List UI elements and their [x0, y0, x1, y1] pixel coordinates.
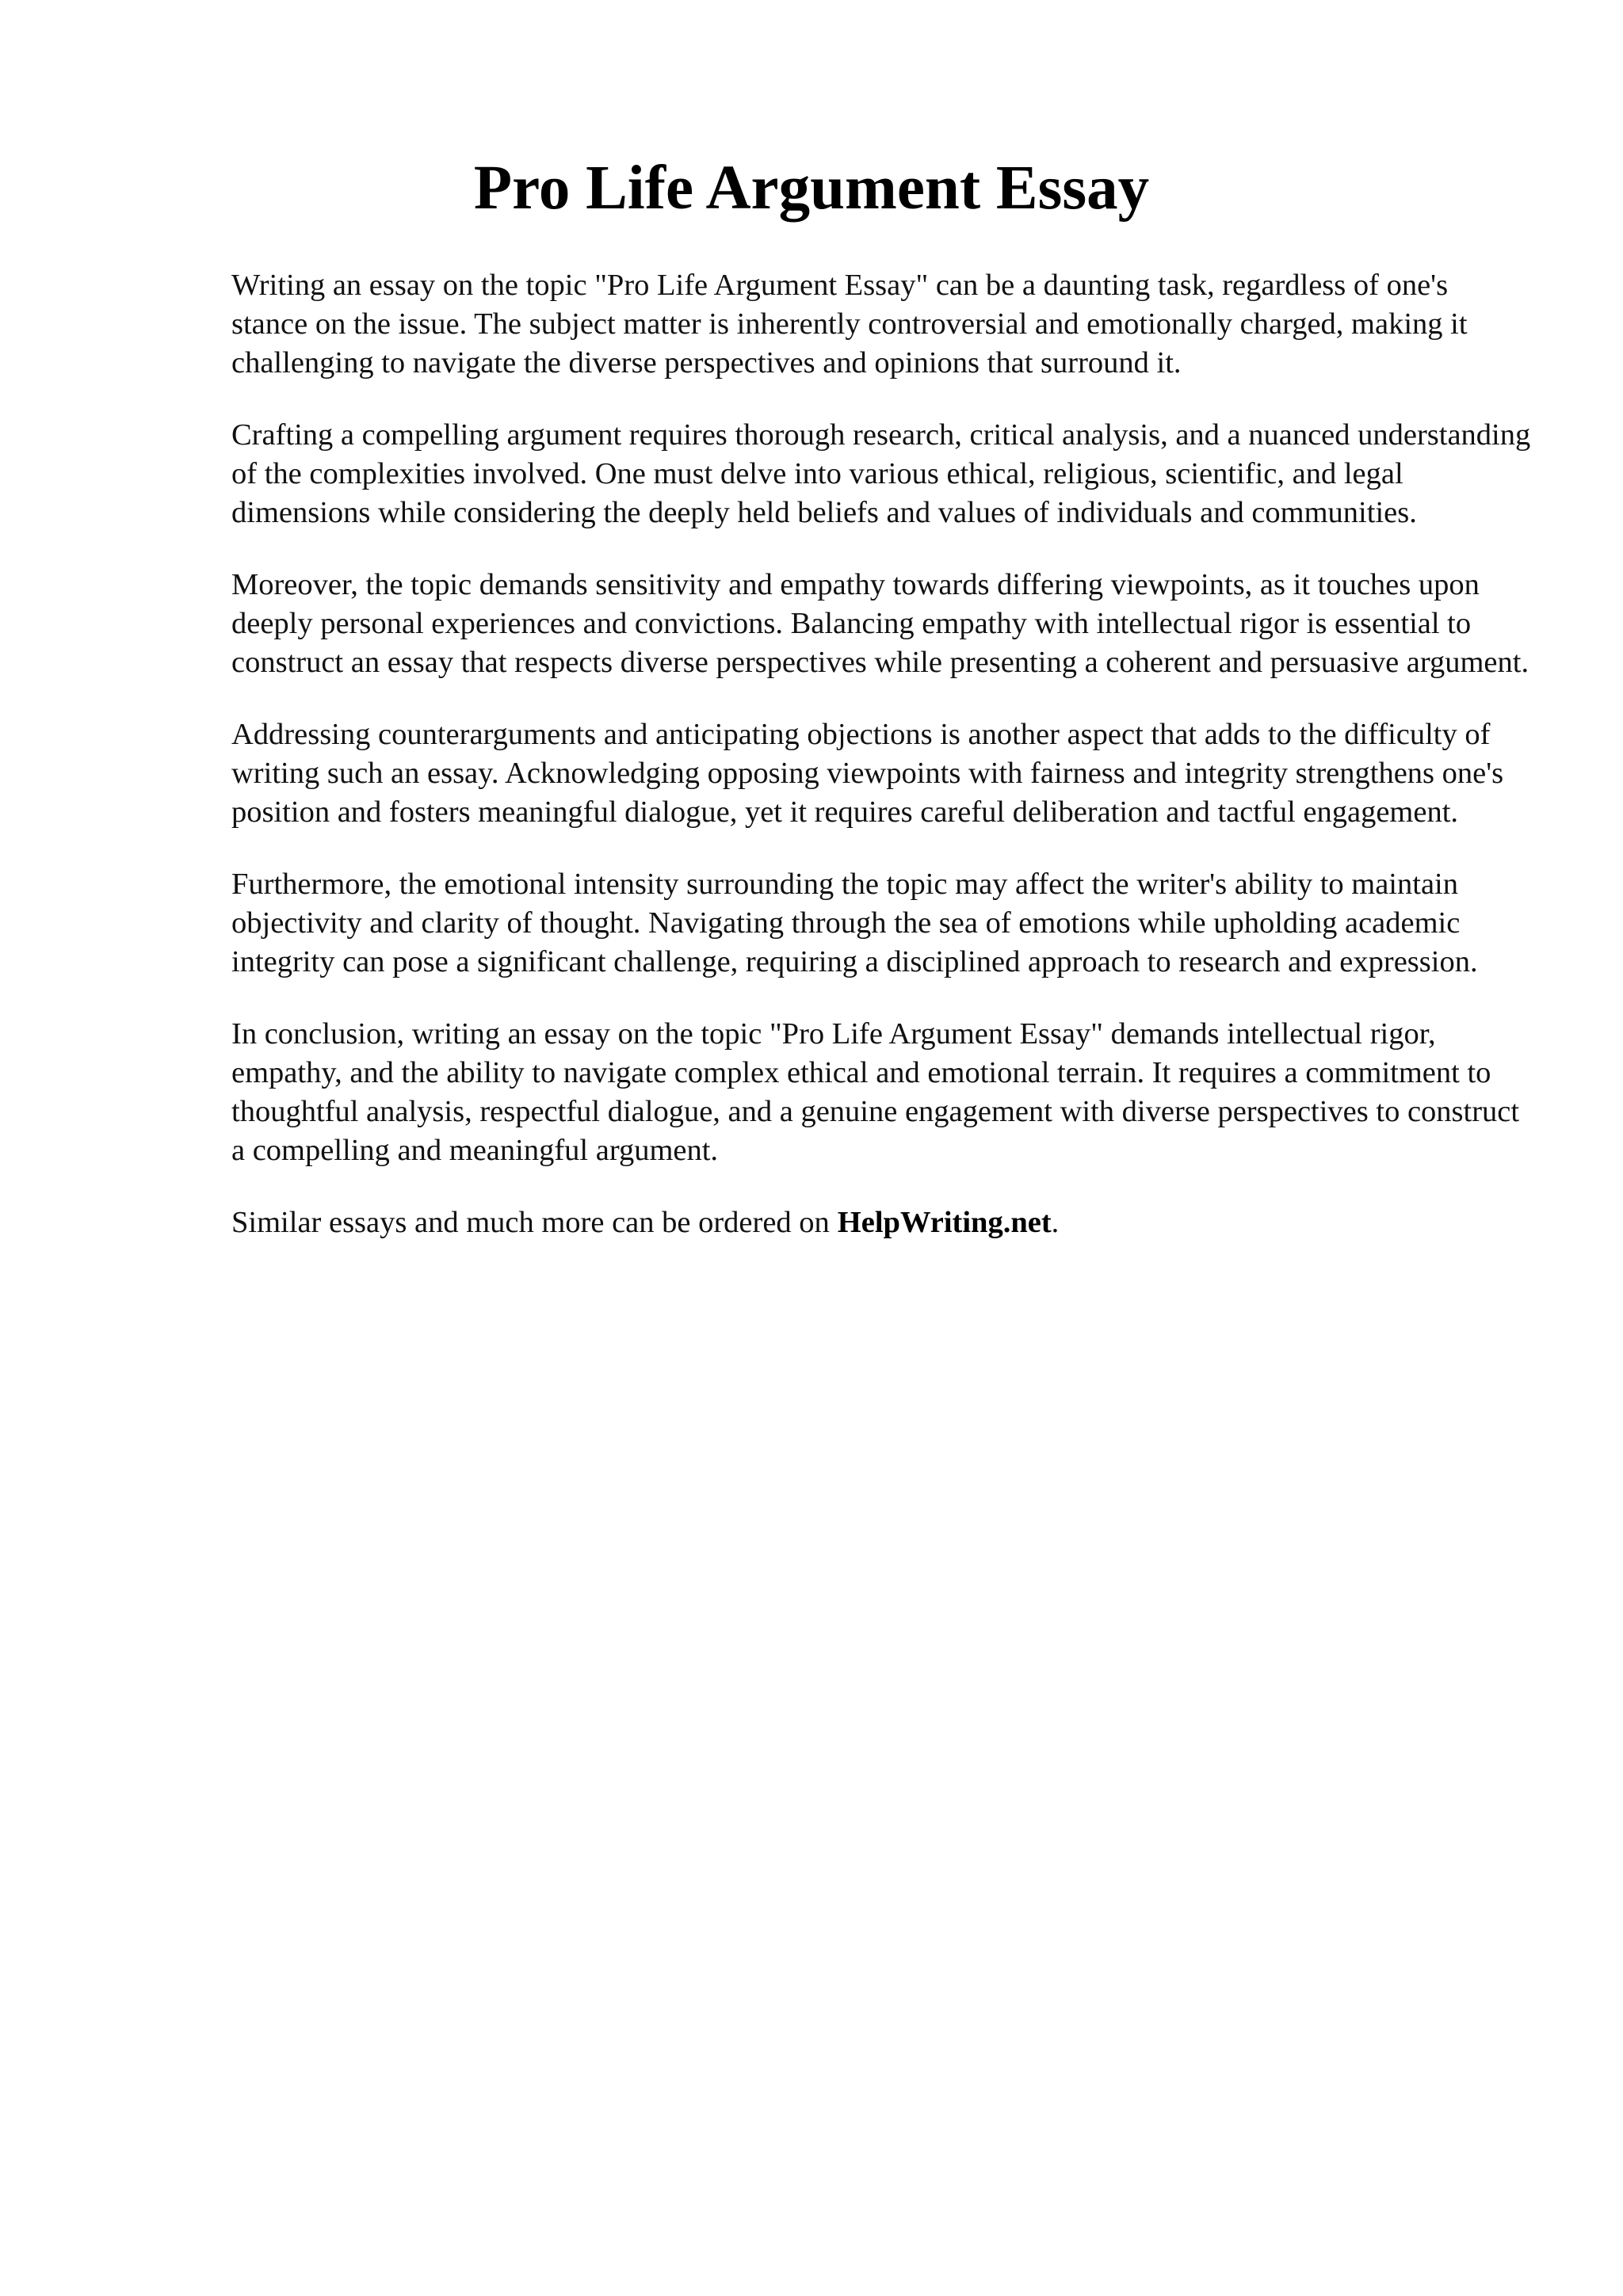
footer-note	[231, 1203, 1531, 1242]
paragraph-4: Addressing counterarguments and anticipating objections is another aspect that adds to the difficulty of writing such an essay. Acknowledging opposing viewpoints with fairness and integrity strengthens one's position and fosters meaningful dialogue, yet it requires careful deliberation and tactful engagement.	[231, 718, 1504, 829]
paragraph-5: Furthermore, the emotional intensity surrounding the topic may affect the writer's ability to maintain objectivity and clarity of thought. Navigating through the sea of emotions while upholding academic integrity can pose a significant challenge, requiring a disciplined approach to research and expression.	[231, 868, 1478, 978]
document-title: Pro Life Argument Essay	[473, 154, 1150, 223]
paragraph-3: Moreover, the topic demands sensitivity and empathy towards differing viewpoints, as it touches upon deeply personal experiences and convictions. Balancing empathy with intellectual rigor is essential to construct an essay that respects diverse perspectives while presenting a coherent and persuasive argument.	[231, 568, 1529, 679]
footer-prefix: Similar essays and much more can be ordered on	[231, 1206, 830, 1239]
footer-suffix: .	[1051, 1206, 1060, 1239]
essay-body	[231, 266, 1531, 1242]
paragraph-1: Writing an essay on the topic "Pro Life Argument Essay" can be a daunting task, regardless of one's stance on the issue. The subject matter is inherently controversial and emotionally charged, making it challenging to navigate the diverse perspectives and opinions that surround it.	[231, 269, 1468, 379]
site-link[interactable]: HelpWriting.net	[837, 1206, 1052, 1239]
paragraph-2: Crafting a compelling argument requires thorough research, critical analysis, and a nuanced understanding of the complexities involved. One must delve into various ethical, religious, scientific, and legal dimensions while considering the deeply held beliefs and values of individuals and communities.	[231, 418, 1531, 529]
paragraph-6: In conclusion, writing an essay on the topic "Pro Life Argument Essay" demands intellectual rigor, empathy, and the ability to navigate complex ethical and emotional terrain. It requires a commitment to thoughtful analysis, respectful dialogue, and a genuine engagement with diverse perspectives to construct a compelling and meaningful argument.	[231, 1017, 1520, 1167]
